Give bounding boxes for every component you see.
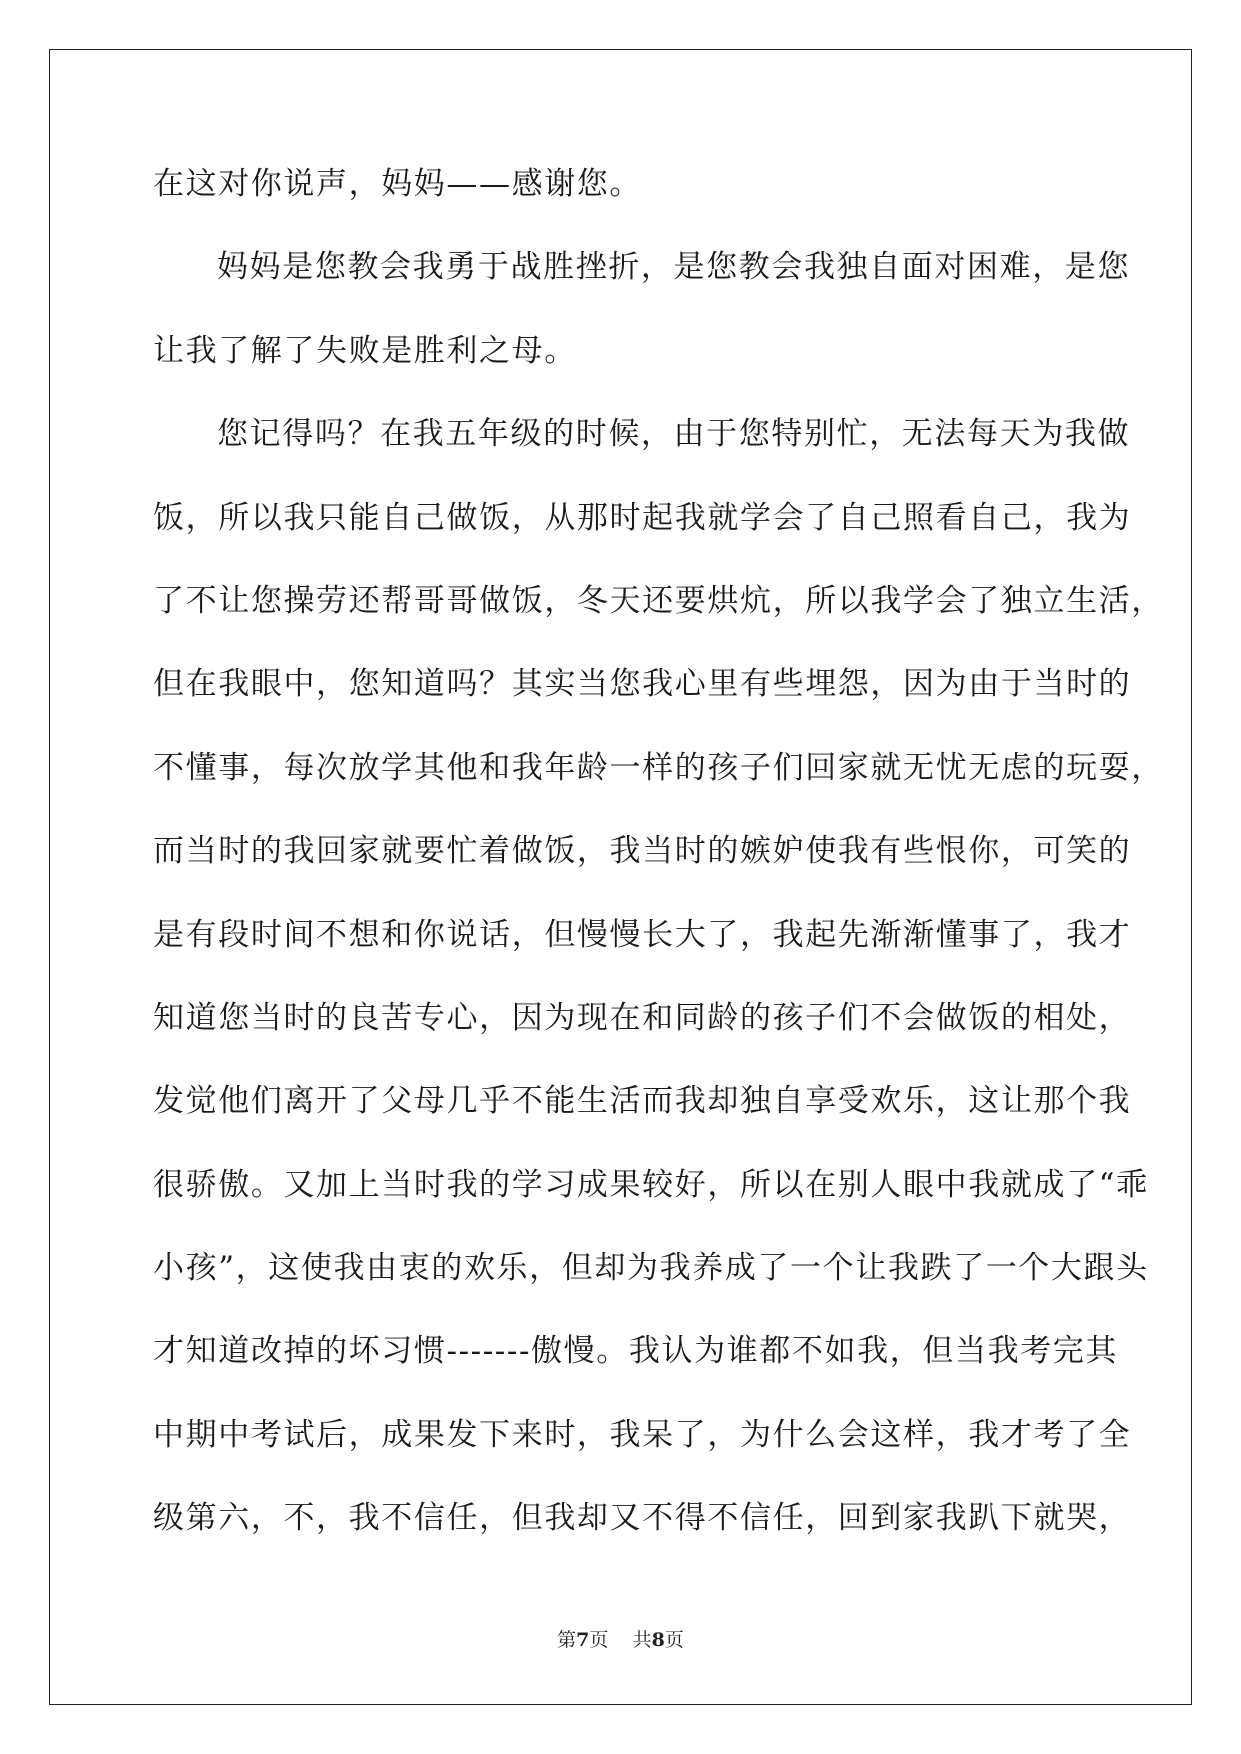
line-text: 不 懂 事 ， 每 次 放 学 其 他 和 我 年 龄 一 样 的 孩 子 们 回 家 就 无 忧 无 虑 的 玩 耍 ， (153, 749, 1164, 786)
line-text: 是 有 段 时 间 不 想 和 你 说 话 ， 但 慢 慢 长 大 了 ， 我 起 先 渐 渐 懂 事 了 ， 我 才 (153, 916, 1132, 953)
line-text: 在这对你说声，妈妈——感谢您。 (153, 166, 642, 202)
text-line (153, 744, 1164, 827)
text-line (153, 827, 1132, 910)
text-line (153, 410, 1131, 493)
text-line (153, 577, 1164, 660)
text-line (153, 911, 1132, 994)
text-line (153, 1077, 1132, 1160)
line-text: 才 知 道 改 掉 的 坏 习 惯 - - - - - - - 傲 慢 。 我 认 为 谁 都 不 如 我 ， 但 当 我 考 完 其 (153, 1333, 1118, 1370)
line-text: 知 道 您 当 时 的 良 苦 专 心 ， 因 为 现 在 和 同 龄 的 孩 子 们 不 会 做 饭 的 相 处 ， (153, 999, 1132, 1036)
total-page-number: 8 (651, 1629, 665, 1651)
line-text: 饭 ， 所 以 我 只 能 自 己 做 饭 ， 从 那 时 起 我 就 学 会 了 自 己 照 看 自 己 ， 我 为 (153, 499, 1132, 536)
line-text: 让我了解了失败是胜利之母。 (153, 332, 577, 369)
line-text: 小 孩 ” ， 这 使 我 由 衷 的 欢 乐 ， 但 却 为 我 养 成 了 一 个 让 我 跌 了 一 个 大 跟 头 (153, 1250, 1149, 1287)
line-text: 级 第 六 ， 不 ， 我 不 信 任 ， 但 我 却 又 不 得 不 信 任 ， 回 到 家 我 趴 下 就 哭 ， (153, 1500, 1132, 1537)
line-text: 妈 妈 是 您 教 会 我 勇 于 战 胜 挫 折 ， 是 您 教 会 我 独 自 面 对 困 难 ， 是 您 (217, 249, 1131, 286)
line-text: 您 记 得 吗 ？ 在 我 五 年 级 的 时 候 ， 由 于 您 特 别 忙 ， 无 法 每 天 为 我 做 (217, 416, 1131, 453)
text-line (153, 1411, 1132, 1494)
text-line (153, 994, 1132, 1077)
footer-suffix: 页 (664, 1629, 684, 1651)
text-line (153, 327, 1088, 410)
text-line (153, 494, 1132, 577)
text-line (153, 1244, 1149, 1327)
footer-mid: 页 共 (589, 1629, 652, 1651)
text-line (153, 1327, 1118, 1410)
line-text: 发 觉 他 们 离 开 了 父 母 几 乎 不 能 生 活 而 我 却 独 自 享 受 欢 乐 ， 这 让 那 个 我 (153, 1083, 1132, 1120)
text-line (153, 243, 1131, 326)
line-text: 但 在 我 眼 中 ， 您 知 道 吗 ？ 其 实 当 您 我 心 里 有 些 埋 怨 ， 因 为 由 于 当 时 的 (153, 666, 1132, 703)
document-body (153, 160, 1164, 1578)
text-line (153, 1161, 1149, 1244)
line-text: 中 期 中 考 试 后 ， 成 果 发 下 来 时 ， 我 呆 了 ， 为 什 么 会 这 样 ， 我 才 考 了 全 (153, 1416, 1132, 1453)
line-text: 了 不 让 您 操 劳 还 帮 哥 哥 做 饭 ， 冬 天 还 要 烘 炕 ， 所 以 我 学 会 了 独 立 生 活 ， (153, 582, 1164, 619)
text-line (153, 660, 1132, 743)
line-text: 而 当 时 的 我 回 家 就 要 忙 着 做 饭 ， 我 当 时 的 嫉 妒 使 我 有 些 恨 你 ， 可 笑 的 (153, 833, 1132, 870)
page-footer (0, 1625, 1241, 1652)
text-line (153, 160, 1088, 243)
text-line (153, 1494, 1132, 1577)
footer-prefix: 第 (557, 1629, 577, 1651)
current-page-number: 7 (576, 1629, 590, 1651)
line-text: 很 骄 傲 。 又 加 上 当 时 我 的 学 习 成 果 较 好 ， 所 以 在 别 人 眼 中 我 就 成 了 “ 乖 (153, 1166, 1149, 1203)
